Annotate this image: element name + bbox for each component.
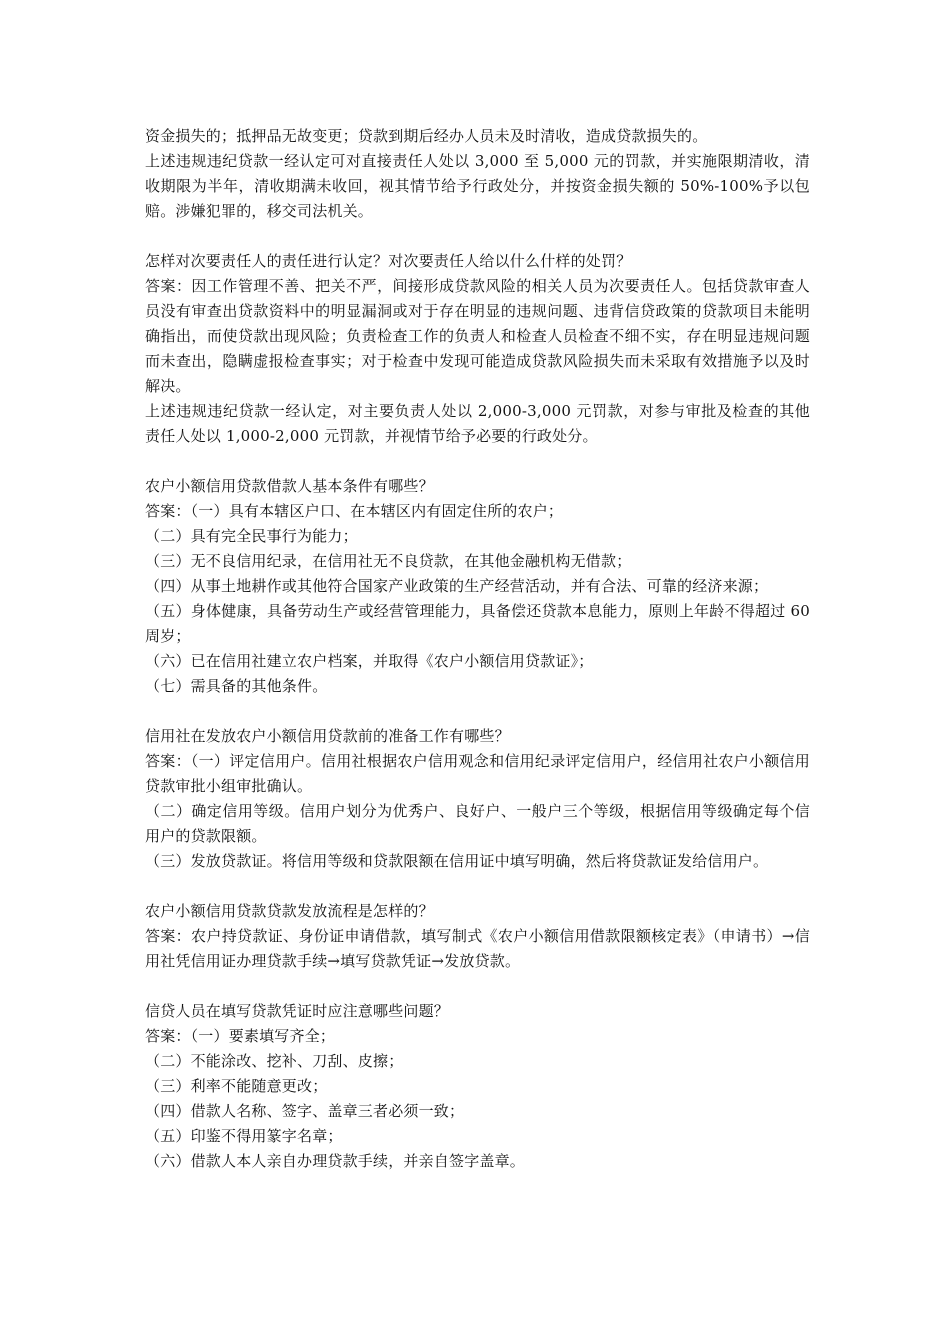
answer-item-4: （四）从事土地耕作或其他符合国家产业政策的生产经营活动，并有合法、可靠的经济来源； [145, 577, 769, 595]
answer-voucher-2: （二）不能涂改、挖补、刀刮、皮擦； [145, 1052, 404, 1070]
answer-item-1: 答案：（一）具有本辖区户口、在本辖区内有固定住所的农户； [145, 502, 564, 520]
paragraph-loss-end: 资金损失的；抵押品无故变更；贷款到期后经办人员未及时清收，造成贷款损失的。 [145, 127, 708, 145]
answer-item-6: （六）已在信用社建立农户档案，并取得《农户小额信用贷款证》； [145, 652, 594, 670]
answer-voucher-5: （五）印鉴不得用篆字名章； [145, 1127, 343, 1145]
question-secondary-responsibility: 怎样对次要责任人的责任进行认定？对次要责任人给以什么什样的处罚？ [145, 252, 632, 270]
answer-voucher-6: （六）借款人本人亲自办理贷款手续，并亲自签字盖章。 [145, 1152, 526, 1170]
question-loan-process: 农户小额信用贷款贷款发放流程是怎样的？ [145, 902, 434, 920]
answer-prep-1: 答案：（一）评定信用户。信用社根据农户信用观念和信用纪录评定信用户，经信用社农户小额信用贷款审批小组审批确认。 [145, 752, 810, 795]
paragraph-direct-penalty: 上述违规违纪贷款一经认定可对直接责任人处以 3,000 至 5,000 元的罚款，并实施限期清收，清收期限为半年，清收期满未收回，视其情节给予行政处分，并按资金损失额的 50%-100%予以包赔。涉嫌犯罪的，移交司法机关。 [145, 152, 810, 220]
paragraph-secondary-penalty: 上述违规违纪贷款一经认定，对主要负责人处以 2,000-3,000 元罚款，对参与审批及检查的其他责任人处以 1,000-2,000 元罚款，并视情节给予必要的行政处分。 [145, 402, 810, 445]
question-preparation-work: 信用社在发放农户小额信用贷款前的准备工作有哪些？ [145, 727, 510, 745]
question-voucher-notes: 信贷人员在填写贷款凭证时应注意哪些问题？ [145, 1002, 450, 1020]
answer-item-5: （五）身体健康，具备劳动生产或经营管理能力，具备偿还贷款本息能力，原则上年龄不得超过 60 周岁； [145, 602, 810, 645]
answer-item-7: （七）需具备的其他条件。 [145, 677, 328, 695]
section-gap [145, 224, 810, 249]
answer-item-2: （二）具有完全民事行为能力； [145, 527, 358, 545]
section-gap [145, 874, 810, 899]
answer-loan-process: 答案：农户持贷款证、身份证申请借款，填写制式《农户小额信用借款限额核定表》（申请书）→信用社凭信用证办理贷款手续→填写贷款凭证→发放贷款。 [145, 927, 810, 970]
answer-prep-3: （三）发放贷款证。将信用等级和贷款限额在信用证中填写明确，然后将贷款证发给信用户。 [145, 852, 769, 870]
answer-voucher-4: （四）借款人名称、签字、盖章三者必须一致； [145, 1102, 465, 1120]
answer-item-3: （三）无不良信用纪录，在信用社无不良贷款，在其他金融机构无借款； [145, 552, 632, 570]
answer-prep-2: （二）确定信用等级。信用户划分为优秀户、良好户、一般户三个等级，根据信用等级确定每个信用户的贷款限额。 [145, 802, 810, 845]
answer-voucher-3: （三）利率不能随意更改； [145, 1077, 328, 1095]
question-borrower-conditions: 农户小额信用贷款借款人基本条件有哪些？ [145, 477, 434, 495]
answer-voucher-1: 答案：（一）要素填写齐全； [145, 1027, 336, 1045]
section-gap [145, 974, 810, 999]
document-body [145, 124, 810, 1174]
answer-secondary-responsibility: 答案：因工作管理不善、把关不严，间接形成贷款风险的相关人员为次要责任人。包括贷款审查人员没有审查出贷款资料中的明显漏洞或对于存在明显的违规问题、违背信贷政策的贷款项目未能明确指出，而使贷款出现风险；负责检查工作的负责人和检查人员检查不细不实，存在明显违规问题而未查出，隐瞒虚报检查事实；对于检查中发现可能造成贷款风险损失而未采取有效措施予以及时解决。 [145, 277, 810, 395]
section-gap [145, 699, 810, 724]
section-gap [145, 449, 810, 474]
